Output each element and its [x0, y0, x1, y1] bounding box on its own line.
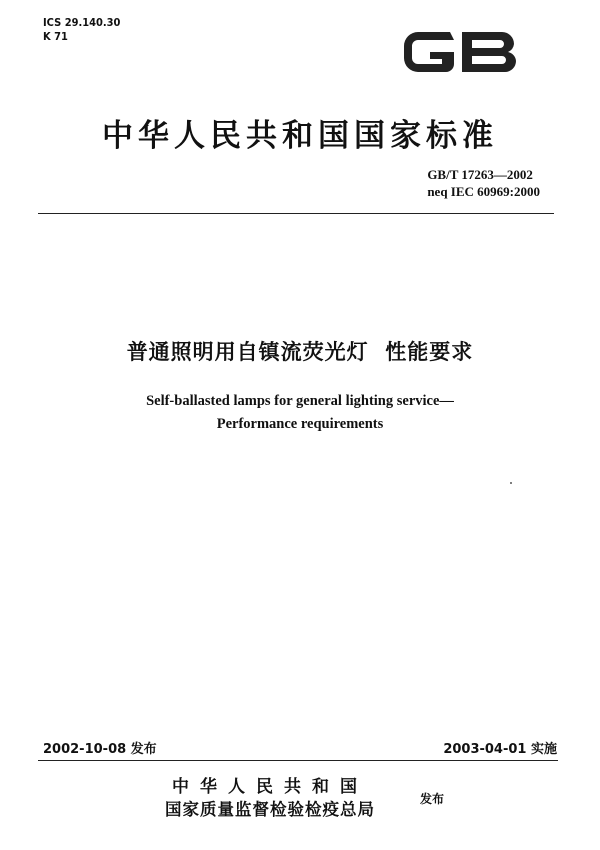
implementation-date: 2003-04-01 实施 — [443, 742, 557, 757]
english-title-line-2: Performance requirements — [216, 416, 384, 432]
equivalence-line — [427, 183, 540, 200]
equivalence-prefix: neq — [427, 184, 448, 199]
scan-speck — [510, 482, 512, 484]
issue-date: 2002-10-08 发布 — [43, 742, 157, 757]
footer-divider — [38, 760, 558, 761]
equivalent-standard: IEC 60969:2000 — [450, 184, 540, 199]
ccs-code: K 71 — [43, 30, 68, 43]
standard-title: 中华人民共和国国家标准 — [102, 118, 498, 154]
issuer-country: 中华人民共和国 — [172, 777, 368, 797]
header-divider — [38, 213, 554, 214]
issuer-agency: 国家质量监督检验检疫总局 — [165, 800, 375, 819]
standard-number-block — [427, 166, 540, 200]
classification-codes — [43, 16, 120, 44]
gb-logo — [398, 26, 520, 78]
issue-action: 发布 — [420, 792, 445, 806]
document-title-chinese: 普通照明用自镇流荧光灯 性能要求 — [126, 340, 474, 364]
english-title-line-1: Self-ballasted lamps for general lighting service— — [146, 393, 454, 409]
standard-number: GB/T 17263—2002 — [427, 167, 533, 182]
document-title-english — [0, 390, 600, 436]
ics-code: ICS 29.140.30 — [43, 16, 121, 29]
